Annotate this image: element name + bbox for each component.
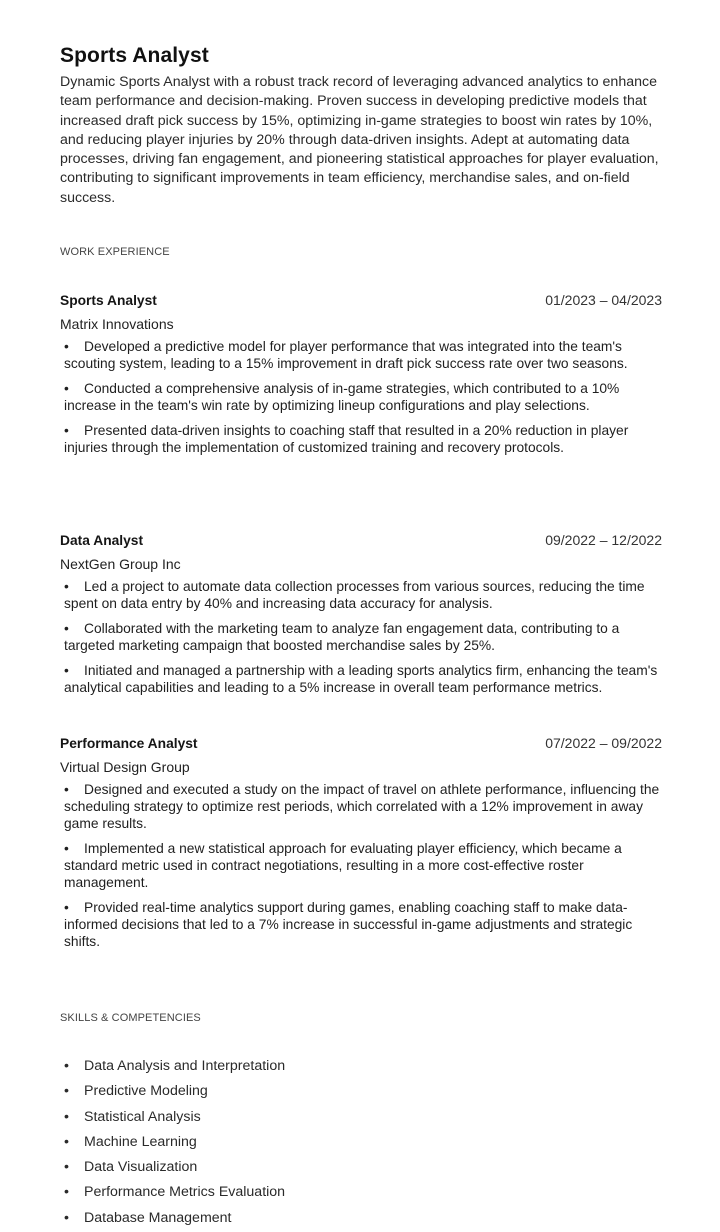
job-bullet: • Presented data-driven insights to coaching staff that resulted in a 20% reduction in player injuries through the implementation of customized training and recovery protocols.	[64, 422, 629, 455]
job-header	[60, 735, 662, 757]
bullet-dot-icon: •	[64, 1209, 69, 1226]
job-bullet: • Collaborated with the marketing team to analyze fan engagement data, contributing to a targeted marketing campaign that boosted merchandise sales by 25%.	[64, 620, 620, 653]
skill-item: • Data Visualization	[60, 1155, 285, 1180]
skill-item: • Data Analysis and Interpretation	[60, 1054, 285, 1079]
job-bullet: • Initiated and managed a partnership with a leading sports analytics firm, enhancing the team's analytical capabilities and leading to a 5% increase in overall team performance metrics.	[64, 662, 658, 695]
bullet-dot-icon: •	[64, 662, 69, 678]
job-bullet: • Designed and executed a study on the impact of travel on athlete performance, influencing the scheduling strategy to optimize rest periods, which correlated with a 12% improvement in away game results.	[64, 782, 660, 832]
bullet-dot-icon: •	[64, 1083, 69, 1100]
job-bullet: • Developed a predictive model for player performance that was integrated into the team's scouting system, leading to a 15% improvement in draft pick success rate over two seasons.	[64, 339, 628, 372]
job-bullet: • Conducted a comprehensive analysis of in-game strategies, which contributed to a 10% increase in the team's win rate by optimizing lineup configurations and play selections.	[64, 380, 620, 413]
bullet-dot-icon: •	[64, 380, 69, 396]
job-dates: 09/2022 – 12/2022	[545, 532, 662, 548]
job-dates: 07/2022 – 09/2022	[545, 735, 662, 751]
bullet-dot-icon: •	[64, 1184, 69, 1201]
skill-item: • Database Management	[60, 1206, 285, 1231]
job-bullets	[60, 338, 662, 456]
job-title: Data Analyst	[60, 533, 144, 548]
job-entry	[60, 532, 662, 703]
work-experience-heading: WORK EXPERIENCE	[60, 246, 170, 258]
bullet-dot-icon: •	[64, 1133, 69, 1150]
profile-summary: Dynamic Sports Analyst with a robust track record of leveraging advanced analytics to enhance team performance and decision-making. Proven success in developing predictive models that increased draft pick success by 15%, optimizing in-game strategies to boost win rates by 10%, and reducing player injuries by 20% through data-driven insights. Adept at automating data processes, driving fan engagement, and pioneering statistical approaches for player evaluation, contributing to significant improvements in team efficiency, merchandise sales, and on-field success.	[60, 74, 659, 206]
bullet-dot-icon: •	[64, 422, 69, 438]
bullet-dot-icon: •	[64, 782, 69, 797]
bullet-dot-icon: •	[64, 620, 69, 636]
candidate-name: Sports Analyst	[60, 44, 209, 67]
job-header	[60, 532, 662, 554]
bullet-dot-icon: •	[64, 1058, 69, 1074]
job-bullet: • Implemented a new statistical approach for evaluating player efficiency, which became a standard metric used in contract negotiations, resulting in a more cost-effective roster management.	[64, 841, 622, 891]
bullet-dot-icon: •	[64, 841, 69, 856]
job-entry	[60, 735, 662, 958]
skill-item: • Predictive Modeling	[60, 1079, 285, 1104]
job-dates: 01/2023 – 04/2023	[545, 292, 662, 308]
company-name: NextGen Group Inc	[60, 556, 181, 572]
job-bullets	[60, 781, 662, 951]
job-title: Performance Analyst	[60, 736, 198, 751]
bullet-dot-icon: •	[64, 579, 69, 594]
job-title: Sports Analyst	[60, 293, 157, 308]
bullet-dot-icon: •	[64, 339, 69, 354]
company-name: Matrix Innovations	[60, 316, 174, 332]
skill-item: • Statistical Analysis	[60, 1105, 285, 1130]
skills-list	[60, 1054, 285, 1231]
company-name: Virtual Design Group	[60, 759, 190, 775]
skill-item: • Machine Learning	[60, 1130, 285, 1155]
job-header	[60, 292, 662, 314]
skills-heading: SKILLS & COMPETENCIES	[60, 1012, 201, 1024]
job-entry	[60, 292, 662, 463]
job-bullet: • Led a project to automate data collection processes from various sources, reducing the time spent on data entry by 40% and increasing data accuracy for analysis.	[64, 579, 645, 612]
job-bullets	[60, 578, 662, 696]
bullet-dot-icon: •	[64, 900, 69, 915]
skill-item: • Performance Metrics Evaluation	[60, 1180, 285, 1205]
bullet-dot-icon: •	[64, 1108, 69, 1125]
job-bullet: • Provided real-time analytics support during games, enabling coaching staff to make data-informed decisions that led to a 7% increase in successful in-game adjustments and strategic shifts.	[64, 900, 633, 950]
bullet-dot-icon: •	[64, 1159, 69, 1176]
